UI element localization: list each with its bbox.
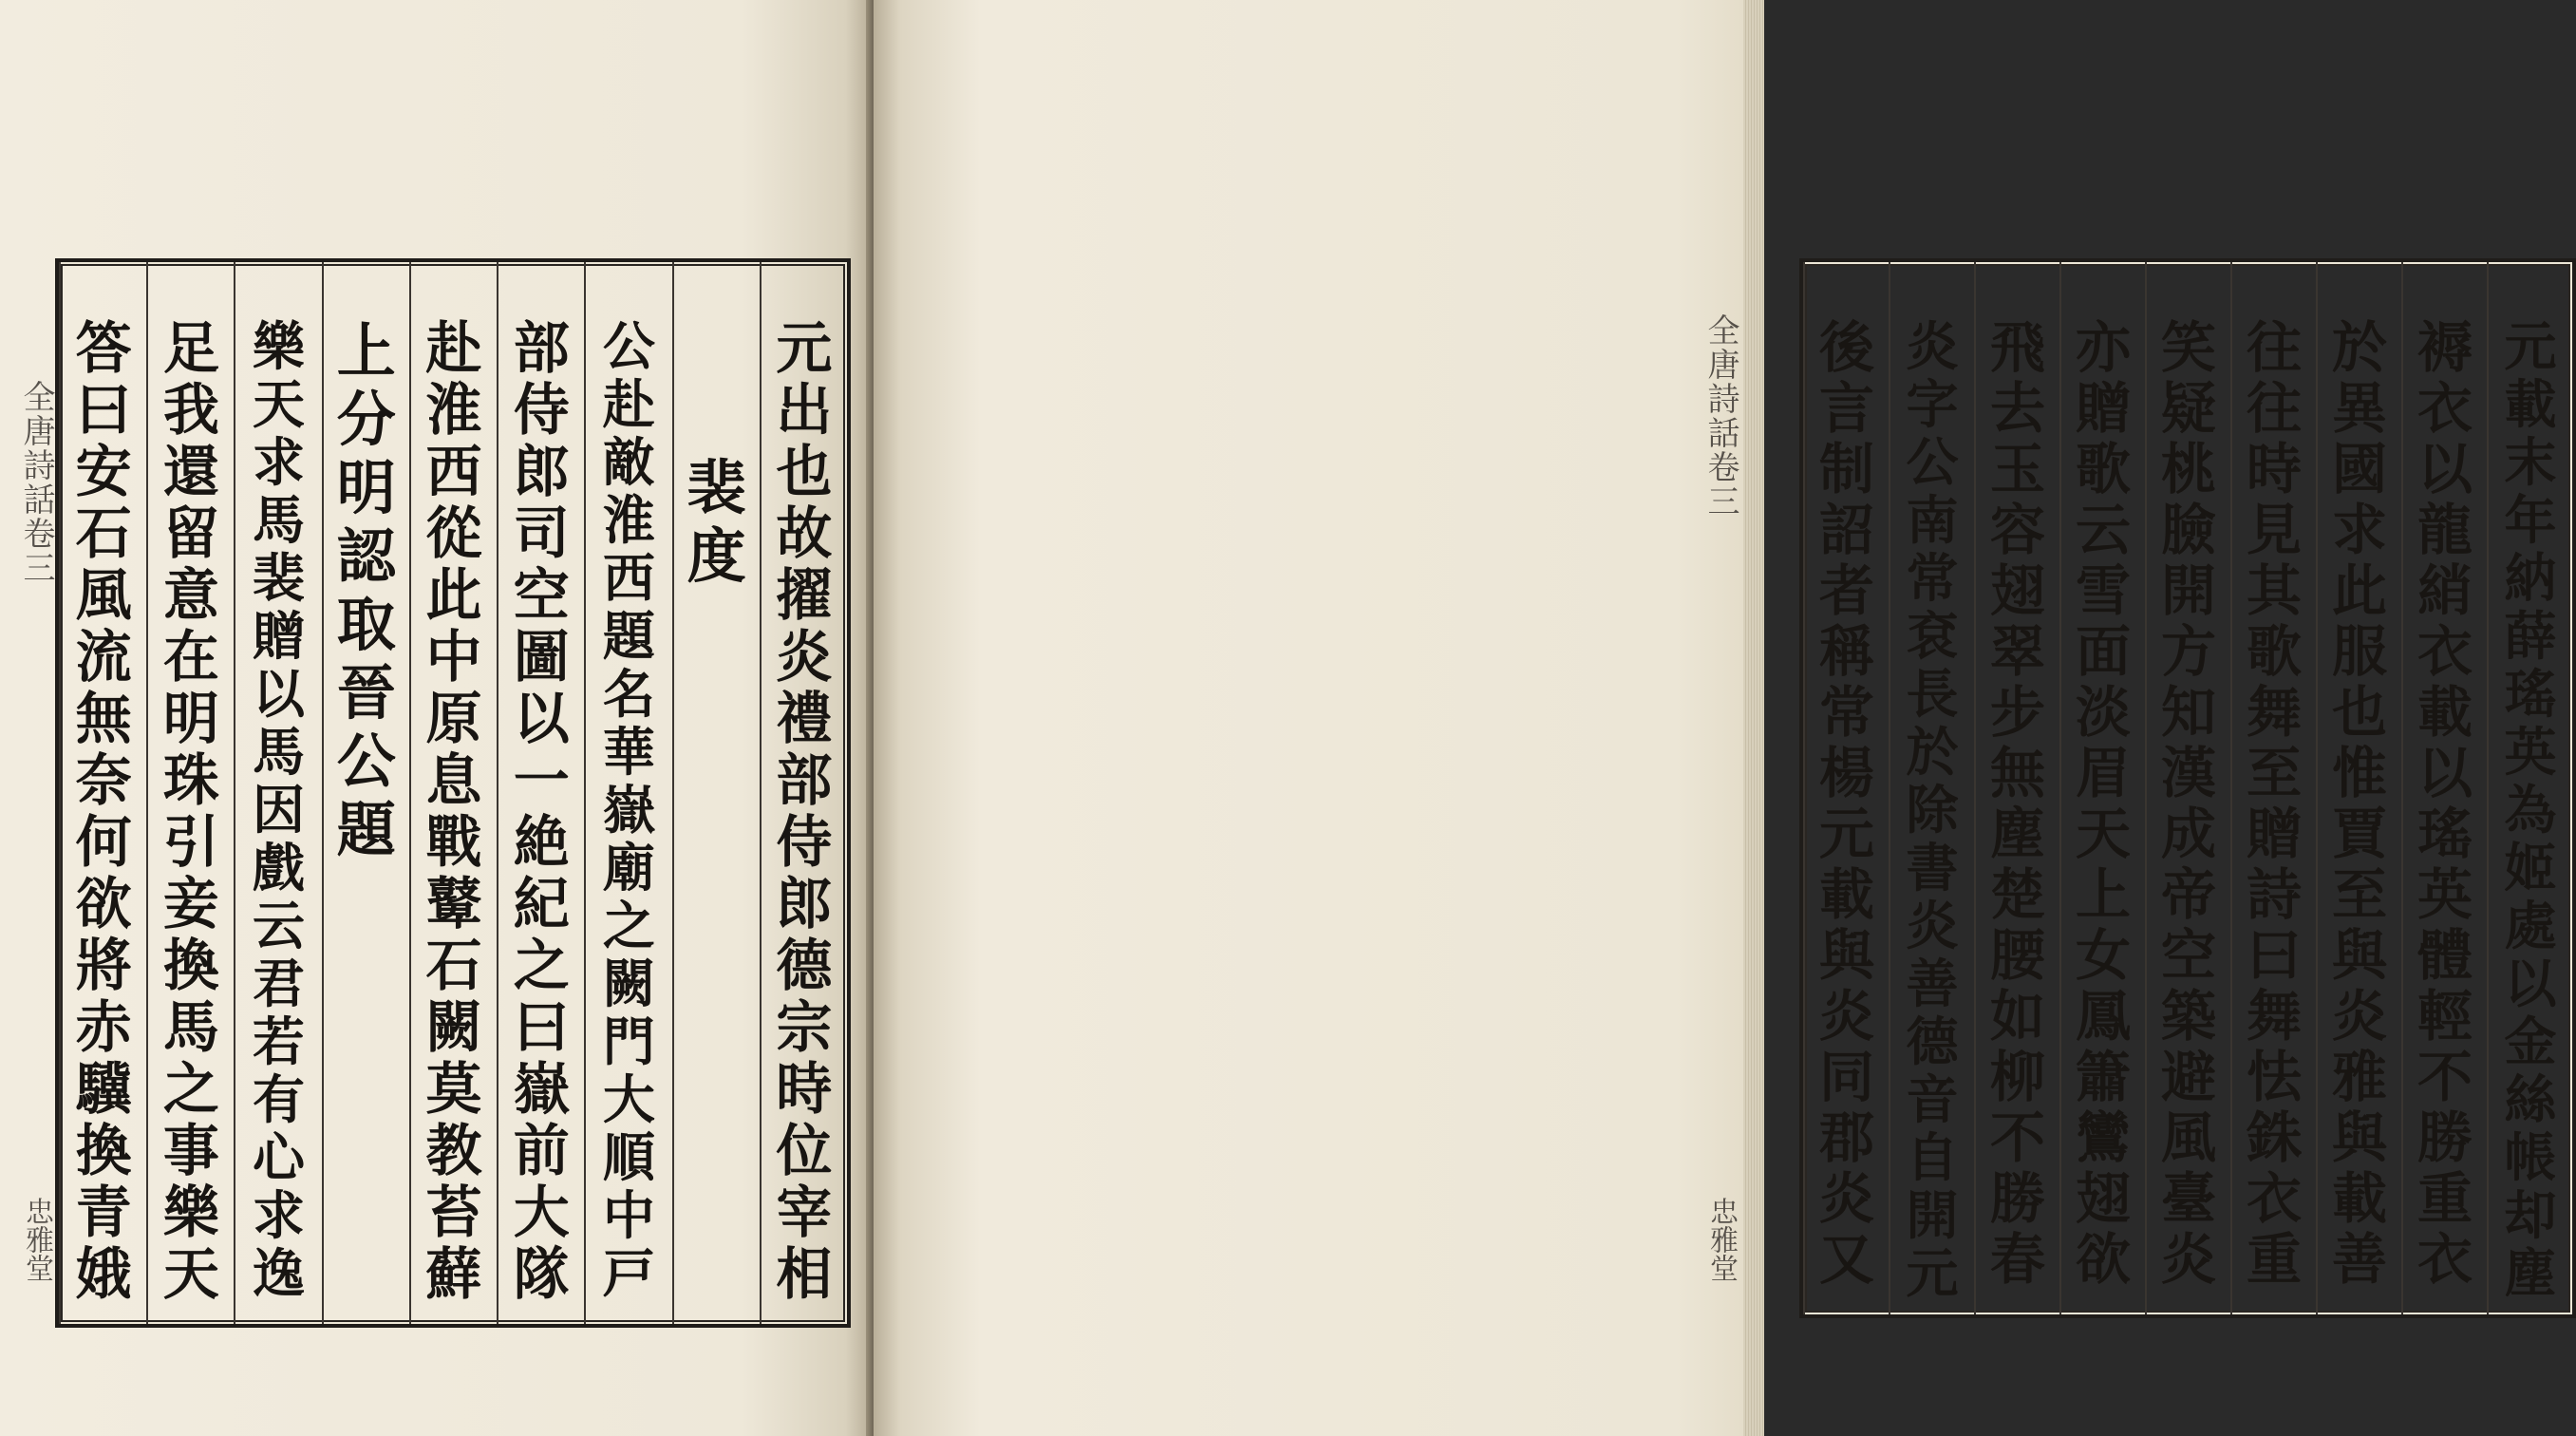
character: 詔 — [1818, 498, 1874, 562]
character: 之 — [602, 895, 655, 956]
text-column — [322, 262, 409, 1324]
character: 同 — [1818, 1045, 1874, 1109]
character: 天 — [253, 373, 306, 435]
character: 嶽 — [602, 779, 655, 841]
character: 音 — [1906, 1068, 1959, 1130]
character: 與 — [2331, 1105, 2387, 1170]
character: 載 — [2331, 1166, 2387, 1231]
character: 還 — [162, 439, 219, 504]
character: 塵 — [1989, 802, 2045, 866]
character: 天 — [162, 1241, 219, 1307]
left-text-frame — [55, 258, 851, 1328]
character: 出 — [776, 377, 833, 443]
character: 淮 — [602, 489, 655, 551]
character: 開 — [1906, 1184, 1959, 1246]
character: 臺 — [2160, 1166, 2216, 1231]
character: 公 — [336, 727, 396, 796]
character: 換 — [75, 1118, 132, 1183]
character: 載 — [2504, 373, 2557, 435]
character: 元 — [2504, 315, 2557, 377]
character: 元 — [1906, 1242, 1959, 1304]
character: 處 — [2504, 895, 2557, 956]
character: 元 — [776, 315, 833, 381]
character: 載 — [2416, 680, 2473, 745]
character: 絲 — [2504, 1068, 2557, 1130]
character: 帳 — [2504, 1126, 2557, 1188]
character: 往 — [2246, 315, 2302, 380]
character: 擢 — [776, 562, 833, 628]
character: 步 — [1989, 680, 2045, 745]
character: 前 — [513, 1118, 570, 1183]
character: 淡 — [2075, 680, 2131, 745]
character: 與 — [2331, 923, 2387, 988]
character: 蘚 — [425, 1241, 482, 1307]
character: 此 — [2331, 558, 2387, 623]
character: 重 — [2416, 1166, 2473, 1231]
character: 馬 — [253, 721, 306, 783]
character: 教 — [425, 1118, 482, 1183]
character: 一 — [513, 747, 570, 813]
page-edges — [1743, 0, 1764, 1436]
character: 苔 — [425, 1180, 482, 1245]
character: 足 — [162, 315, 219, 381]
character: 上 — [2075, 862, 2131, 927]
character: 元 — [1818, 802, 1874, 866]
character: 翅 — [1989, 558, 2045, 623]
character: 於 — [2331, 315, 2387, 380]
character: 善 — [2331, 1227, 2387, 1292]
character: 相 — [776, 1241, 833, 1307]
character: 從 — [425, 501, 482, 566]
text-column — [234, 262, 321, 1324]
text-column — [146, 262, 234, 1324]
character: 也 — [2331, 680, 2387, 745]
character: 雪 — [2075, 558, 2131, 623]
character: 嶽 — [513, 1056, 570, 1122]
text-column — [409, 262, 497, 1324]
character: 赴 — [425, 315, 482, 381]
character: 載 — [1818, 862, 1874, 927]
character: 如 — [1989, 984, 2045, 1049]
character: 末 — [2504, 431, 2557, 493]
character: 納 — [2504, 547, 2557, 609]
character: 服 — [2331, 619, 2387, 684]
character: 薛 — [2504, 605, 2557, 667]
character: 公 — [602, 315, 655, 377]
character: 西 — [602, 547, 655, 609]
character: 賈 — [2331, 802, 2387, 866]
character: 空 — [513, 562, 570, 628]
character: 炎 — [1818, 984, 1874, 1049]
character: 度 — [686, 521, 746, 591]
character: 去 — [1989, 376, 2045, 441]
character: 之 — [513, 933, 570, 998]
character: 舞 — [2246, 680, 2302, 745]
character: 名 — [602, 663, 655, 725]
character: 也 — [776, 439, 833, 504]
character: 西 — [425, 439, 482, 504]
character: 楊 — [1818, 741, 1874, 805]
character: 往 — [2246, 376, 2302, 441]
character: 贈 — [2246, 802, 2302, 866]
character: 心 — [253, 1126, 306, 1188]
character: 郎 — [513, 439, 570, 504]
character: 楚 — [1989, 862, 2045, 927]
character: 云 — [253, 895, 306, 956]
character: 天 — [2075, 802, 2131, 866]
character: 笑 — [2160, 315, 2216, 380]
character: 若 — [253, 1011, 306, 1072]
character: 其 — [2246, 558, 2302, 623]
text-column — [59, 262, 146, 1324]
character: 部 — [513, 315, 570, 381]
character: 炎 — [2160, 1227, 2216, 1292]
character: 取 — [336, 590, 396, 659]
character: 見 — [2246, 498, 2302, 562]
character: 英 — [2504, 721, 2557, 783]
character: 位 — [776, 1118, 833, 1183]
character: 馬 — [253, 489, 306, 551]
character: 英 — [2416, 862, 2473, 927]
character: 歌 — [2246, 619, 2302, 684]
character: 事 — [162, 1118, 219, 1183]
left-page — [0, 0, 872, 1436]
character: 書 — [1906, 837, 1959, 898]
text-column — [2316, 262, 2401, 1314]
character: 者 — [1818, 558, 1874, 623]
character: 闕 — [602, 953, 655, 1014]
character: 欲 — [2075, 1227, 2131, 1292]
character: 逸 — [253, 1242, 306, 1304]
character: 曰 — [2246, 923, 2302, 988]
character: 方 — [2160, 619, 2216, 684]
character: 簫 — [2075, 1045, 2131, 1109]
character: 女 — [2075, 923, 2131, 988]
character: 至 — [2331, 862, 2387, 927]
character: 玉 — [1989, 437, 2045, 501]
character: 善 — [1906, 953, 1959, 1014]
character: 銖 — [2246, 1105, 2302, 1170]
character: 闕 — [425, 994, 482, 1060]
character: 安 — [75, 439, 132, 504]
character: 戸 — [602, 1242, 655, 1304]
character: 輕 — [2416, 984, 2473, 1049]
character: 制 — [1818, 437, 1874, 501]
character: 欲 — [75, 871, 132, 936]
character: 翅 — [2075, 1166, 2131, 1231]
text-column — [2059, 262, 2145, 1314]
character: 金 — [2504, 1011, 2557, 1072]
character: 求 — [253, 431, 306, 493]
character: 云 — [2075, 498, 2131, 562]
character: 以 — [2416, 741, 2473, 805]
character: 風 — [2160, 1105, 2216, 1170]
character: 衣 — [2416, 376, 2473, 441]
character: 無 — [1989, 741, 2045, 805]
character: 娥 — [75, 1241, 132, 1307]
character: 常 — [1906, 547, 1959, 609]
character: 青 — [75, 1180, 132, 1245]
character: 石 — [75, 501, 132, 566]
character: 不 — [1989, 1105, 2045, 1170]
character: 體 — [2416, 923, 2473, 988]
character: 赴 — [602, 373, 655, 435]
character: 裴 — [253, 547, 306, 609]
character: 紀 — [513, 871, 570, 936]
character: 疑 — [2160, 376, 2216, 441]
character: 稱 — [1818, 619, 1874, 684]
character: 贈 — [253, 605, 306, 667]
character: 圖 — [513, 624, 570, 690]
character: 絶 — [513, 809, 570, 875]
text-column — [2401, 262, 2487, 1314]
character: 柳 — [1989, 1045, 2045, 1109]
character: 鳳 — [2075, 984, 2131, 1049]
character: 舞 — [2246, 984, 2302, 1049]
character: 赤 — [75, 994, 132, 1060]
character: 晉 — [336, 658, 396, 727]
character: 鼙 — [425, 871, 482, 936]
character: 樂 — [162, 1180, 219, 1245]
character: 龍 — [2416, 498, 2473, 562]
character: 桃 — [2160, 437, 2216, 501]
character: 德 — [1906, 1011, 1959, 1072]
character: 塵 — [2504, 1242, 2557, 1304]
right-text-frame — [1799, 258, 2576, 1318]
character: 樂 — [253, 315, 306, 377]
character: 於 — [1906, 721, 1959, 783]
character: 公 — [1906, 431, 1959, 493]
character: 勝 — [2416, 1105, 2473, 1170]
text-column — [2487, 262, 2572, 1314]
character: 飛 — [1989, 315, 2045, 380]
character: 鸞 — [2075, 1105, 2131, 1170]
character: 德 — [776, 933, 833, 998]
character: 春 — [1989, 1227, 2045, 1292]
character: 炎 — [2331, 984, 2387, 1049]
text-column — [672, 262, 760, 1324]
character: 此 — [425, 562, 482, 628]
character: 君 — [253, 953, 306, 1014]
character: 腰 — [1989, 923, 2045, 988]
character: 華 — [602, 721, 655, 783]
character: 與 — [1818, 923, 1874, 988]
character: 異 — [2331, 376, 2387, 441]
character: 漢 — [2160, 741, 2216, 805]
character: 因 — [253, 779, 306, 841]
character: 題 — [336, 795, 396, 864]
character: 中 — [602, 1184, 655, 1246]
character: 無 — [75, 686, 132, 751]
text-column — [2145, 262, 2230, 1314]
character: 大 — [513, 1180, 570, 1245]
character: 國 — [2331, 437, 2387, 501]
character: 亦 — [2075, 315, 2131, 380]
character: 順 — [602, 1126, 655, 1188]
character: 常 — [1818, 680, 1874, 745]
character: 姬 — [2504, 837, 2557, 898]
character: 故 — [776, 501, 833, 566]
character: 衣 — [2416, 619, 2473, 684]
character: 空 — [2160, 923, 2216, 988]
character: 戲 — [253, 837, 306, 898]
character: 築 — [2160, 984, 2216, 1049]
character: 侍 — [513, 377, 570, 443]
character: 我 — [162, 377, 219, 443]
character: 年 — [2504, 489, 2557, 551]
character: 曰 — [513, 994, 570, 1060]
character: 眉 — [2075, 741, 2131, 805]
character: 以 — [253, 663, 306, 725]
character: 炎 — [1818, 1166, 1874, 1231]
character: 除 — [1906, 779, 1959, 841]
left-margin-title: 全唐詩話卷三 — [17, 380, 55, 585]
character: 廟 — [602, 837, 655, 898]
character: 認 — [336, 521, 396, 591]
character: 炎 — [776, 624, 833, 690]
character: 瑤 — [2416, 802, 2473, 866]
character: 珠 — [162, 747, 219, 813]
character: 避 — [2160, 1045, 2216, 1109]
character: 以 — [2416, 437, 2473, 501]
character: 奈 — [75, 747, 132, 813]
character: 衣 — [2246, 1166, 2302, 1231]
character: 息 — [425, 747, 482, 813]
character: 門 — [602, 1011, 655, 1072]
character: 雅 — [2331, 1045, 2387, 1109]
character: 郡 — [1818, 1105, 1874, 1170]
character: 部 — [776, 747, 833, 813]
character: 宰 — [776, 1180, 833, 1245]
right-page — [874, 0, 2557, 1436]
character: 惟 — [2331, 741, 2387, 805]
character: 有 — [253, 1068, 306, 1130]
character: 何 — [75, 809, 132, 875]
character: 裴 — [686, 453, 746, 522]
character: 大 — [602, 1068, 655, 1130]
text-column — [1889, 262, 1974, 1314]
character: 袞 — [1906, 605, 1959, 667]
character: 原 — [425, 686, 482, 751]
character: 戰 — [425, 809, 482, 875]
character: 留 — [162, 501, 219, 566]
character: 以 — [513, 686, 570, 751]
text-column — [497, 262, 584, 1324]
character: 題 — [602, 605, 655, 667]
character: 臉 — [2160, 498, 2216, 562]
character: 淮 — [425, 377, 482, 443]
text-column — [2230, 262, 2316, 1314]
character: 郎 — [776, 871, 833, 936]
right-margin-title: 全唐詩話卷三 — [1702, 313, 1739, 519]
character: 知 — [2160, 680, 2216, 745]
character: 換 — [162, 933, 219, 998]
right-margin-signature: 忠雅堂 — [1704, 1197, 1738, 1282]
character: 以 — [2504, 953, 2557, 1014]
character: 字 — [1906, 373, 1959, 435]
character: 流 — [75, 624, 132, 690]
character: 衣 — [2416, 1227, 2473, 1292]
character: 為 — [2504, 779, 2557, 841]
text-column — [1974, 262, 2059, 1314]
character: 言 — [1818, 376, 1874, 441]
character: 又 — [1818, 1227, 1874, 1292]
text-column — [1803, 262, 1889, 1314]
character: 之 — [162, 1056, 219, 1122]
character: 時 — [2246, 437, 2302, 501]
character: 翠 — [1989, 619, 2045, 684]
character: 瑤 — [2504, 663, 2557, 725]
character: 敵 — [602, 431, 655, 493]
character: 求 — [2331, 498, 2387, 562]
character: 重 — [2246, 1227, 2302, 1292]
left-margin-signature: 忠雅堂 — [20, 1197, 53, 1282]
character: 上 — [336, 316, 396, 386]
character: 石 — [425, 933, 482, 998]
character: 明 — [336, 453, 396, 522]
text-column — [760, 262, 847, 1324]
character: 風 — [75, 562, 132, 628]
character: 歌 — [2075, 437, 2131, 501]
character: 意 — [162, 562, 219, 628]
character: 自 — [1906, 1126, 1959, 1188]
character: 面 — [2075, 619, 2131, 684]
character: 明 — [162, 686, 219, 751]
character: 將 — [75, 933, 132, 998]
character: 容 — [1989, 498, 2045, 562]
character: 中 — [425, 624, 482, 690]
character: 開 — [2160, 558, 2216, 623]
indent-space — [674, 317, 760, 386]
character: 勝 — [1989, 1166, 2045, 1231]
character: 驥 — [75, 1056, 132, 1122]
character: 禮 — [776, 686, 833, 751]
character: 馬 — [162, 994, 219, 1060]
character: 答 — [75, 315, 132, 381]
character: 長 — [1906, 663, 1959, 725]
character: 至 — [2246, 741, 2302, 805]
character: 曰 — [75, 377, 132, 443]
character: 炎 — [1906, 895, 1959, 956]
character: 炎 — [1906, 315, 1959, 377]
character: 贈 — [2075, 376, 2131, 441]
character: 求 — [253, 1184, 306, 1246]
indent-space — [674, 386, 760, 454]
character: 在 — [162, 624, 219, 690]
character: 却 — [2504, 1184, 2557, 1246]
character: 引 — [162, 809, 219, 875]
character: 隊 — [513, 1241, 570, 1307]
character: 帝 — [2160, 862, 2216, 927]
character: 怯 — [2246, 1045, 2302, 1109]
character: 成 — [2160, 802, 2216, 866]
character: 宗 — [776, 994, 833, 1060]
character: 莫 — [425, 1056, 482, 1122]
character: 不 — [2416, 1045, 2473, 1109]
character: 詩 — [2246, 862, 2302, 927]
character: 侍 — [776, 809, 833, 875]
character: 南 — [1906, 489, 1959, 551]
character: 司 — [513, 501, 570, 566]
character: 後 — [1818, 315, 1874, 380]
character: 分 — [336, 385, 396, 454]
character: 綃 — [2416, 558, 2473, 623]
character: 褥 — [2416, 315, 2473, 380]
character: 妾 — [162, 871, 219, 936]
character: 時 — [776, 1056, 833, 1122]
text-column — [584, 262, 671, 1324]
